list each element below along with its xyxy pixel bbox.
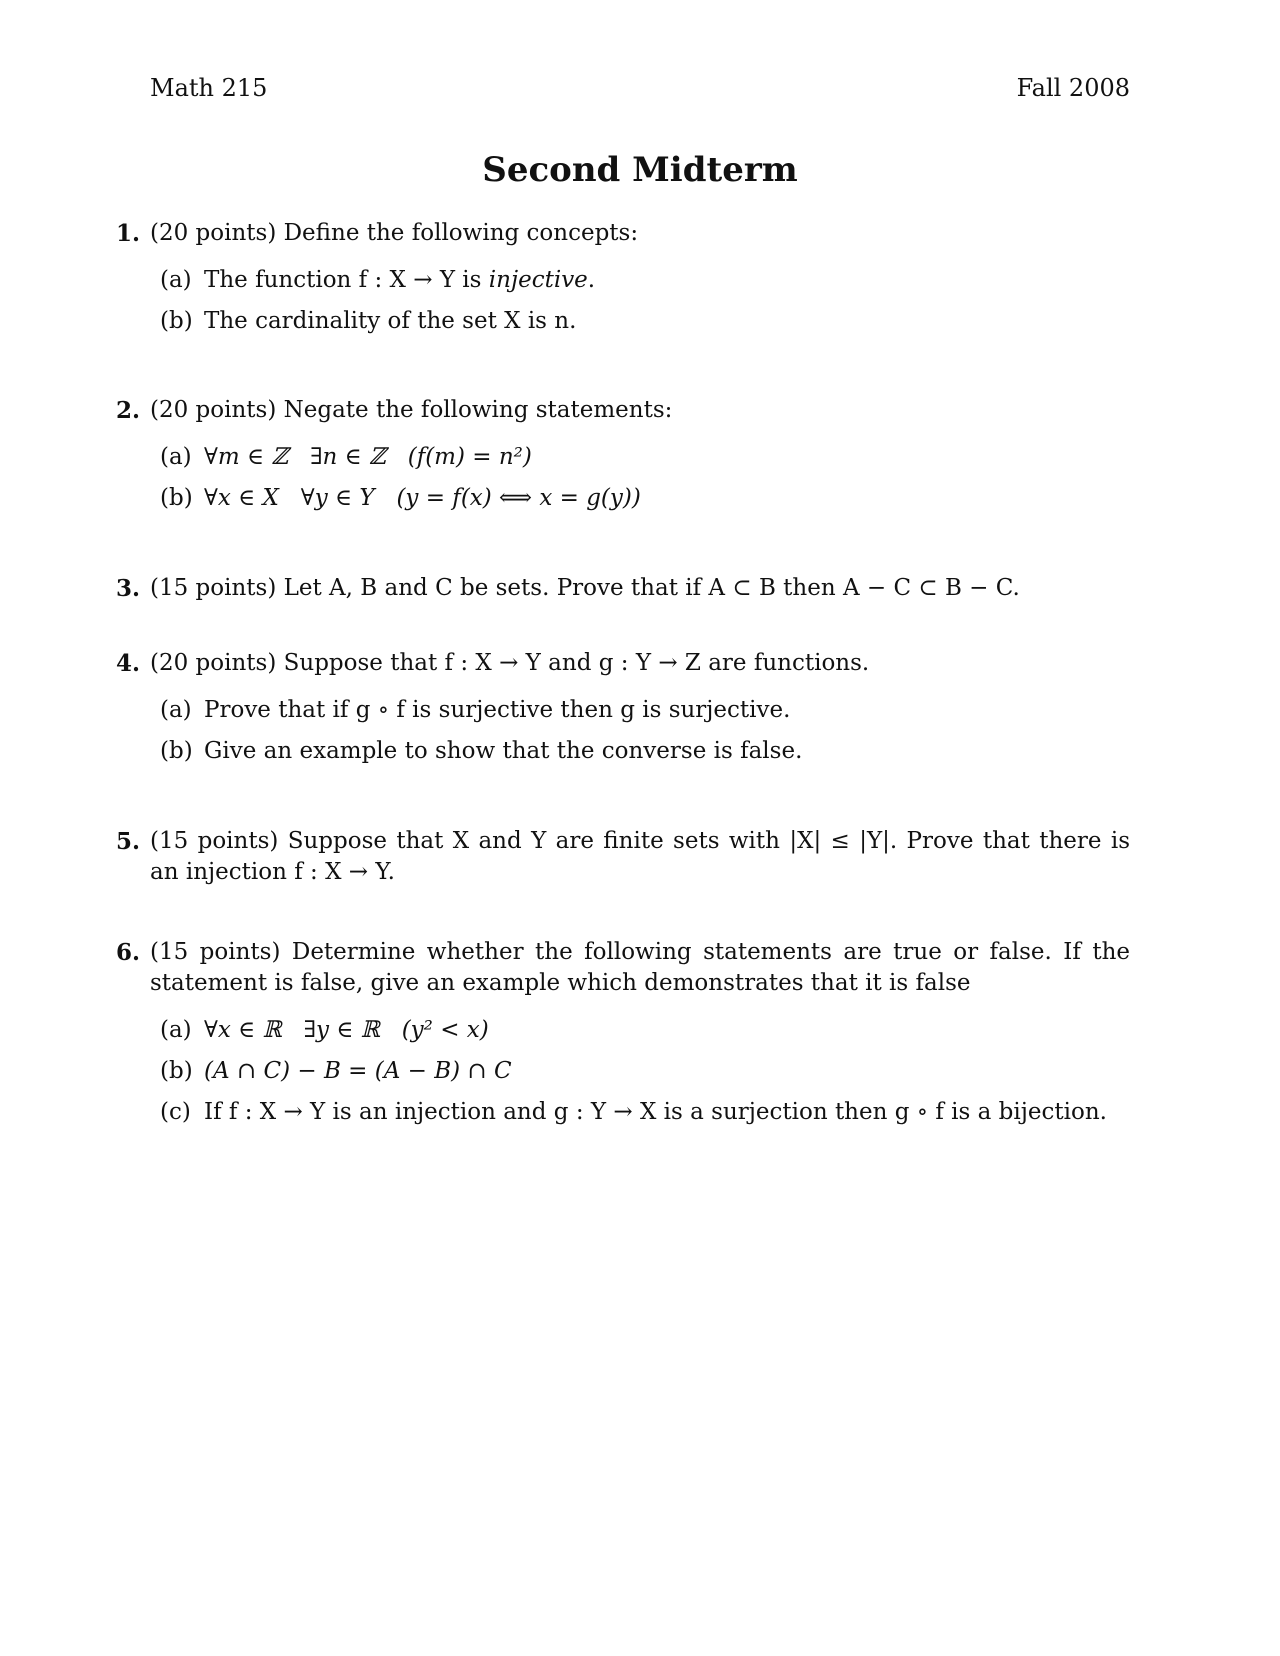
part-item — [160, 1015, 1130, 1056]
problem-2 — [116, 395, 1130, 524]
part-label: (b) — [160, 738, 193, 764]
part-text: ∀x ∈ ℝ ∃y ∈ ℝ (y² < x) — [204, 1017, 489, 1043]
part-text: If f : X → Y is an injection and g : Y → X is a surjection then g ∘ f is a bijection. — [204, 1099, 1107, 1125]
part-item — [160, 306, 1130, 347]
part-label: (b) — [160, 308, 193, 334]
problem-4 — [116, 648, 1130, 777]
part-text: Give an example to show that the converse is false. — [204, 738, 803, 764]
part-label: (b) — [160, 485, 193, 511]
part-text: Prove that if g ∘ f is surjective then g is surjective. — [204, 697, 791, 723]
page-title: Second Midterm — [482, 150, 798, 190]
course-name: Math 215 — [150, 74, 268, 102]
problem-number: 4. — [116, 650, 141, 677]
part-item — [160, 265, 1130, 306]
problem-text: (15 points) Suppose that X and Y are finite sets with |X| ≤ |Y|. Prove that there is an injection f : X → Y. — [150, 828, 1130, 885]
part-label: (b) — [160, 1058, 193, 1084]
problem-parts — [160, 1015, 1130, 1138]
part-item — [160, 483, 1130, 524]
problem-text: (20 points) Define the following concepts: — [150, 220, 639, 246]
part-item — [160, 695, 1130, 736]
problem-number: 2. — [116, 397, 141, 424]
part-text — [204, 265, 595, 296]
problem-number: 1. — [116, 220, 141, 247]
problem-text: (15 points) Let A, B and C be sets. Prove that if A ⊂ B then A − C ⊂ B − C. — [150, 575, 1020, 601]
problem-number: 3. — [116, 575, 141, 602]
problem-parts — [160, 265, 1130, 347]
term: Fall 2008 — [1016, 74, 1130, 102]
part-label: (a) — [160, 267, 192, 293]
problem-text: (20 points) Suppose that f : X → Y and g : Y → Z are functions. — [150, 650, 870, 676]
part-label: (a) — [160, 1017, 192, 1043]
part-label: (a) — [160, 697, 192, 723]
part-text-emphasis: injective — [488, 267, 588, 293]
problem-3 — [116, 573, 1130, 604]
part-item — [160, 1097, 1130, 1138]
part-item — [160, 736, 1130, 777]
part-text: ∀m ∈ ℤ ∃n ∈ ℤ (f(m) = n²) — [204, 444, 532, 470]
part-item — [160, 442, 1130, 483]
part-text: The cardinality of the set X is n. — [204, 308, 577, 334]
problem-parts — [160, 695, 1130, 777]
part-text: (A ∩ C) − B = (A − B) ∩ C — [204, 1058, 512, 1084]
problem-1 — [116, 218, 1130, 347]
problem-parts — [160, 442, 1130, 524]
problem-6 — [116, 937, 1130, 1138]
part-text-pre: The function f : X → Y is — [204, 267, 489, 293]
part-label: (c) — [160, 1099, 191, 1125]
problem-text: (20 points) Negate the following statements: — [150, 397, 673, 423]
part-text-post: . — [587, 267, 596, 293]
part-label: (a) — [160, 444, 192, 470]
problem-text: (15 points) Determine whether the following statements are true or false. If the statement is false, give an example which demonstrates that it is false — [150, 939, 1130, 996]
part-text: ∀x ∈ X ∀y ∈ Y (y = f(x) ⟺ x = g(y)) — [204, 485, 641, 511]
problem-number: 6. — [116, 939, 141, 966]
part-item — [160, 1056, 1130, 1097]
problem-number: 5. — [116, 828, 141, 855]
problem-5 — [116, 826, 1130, 888]
